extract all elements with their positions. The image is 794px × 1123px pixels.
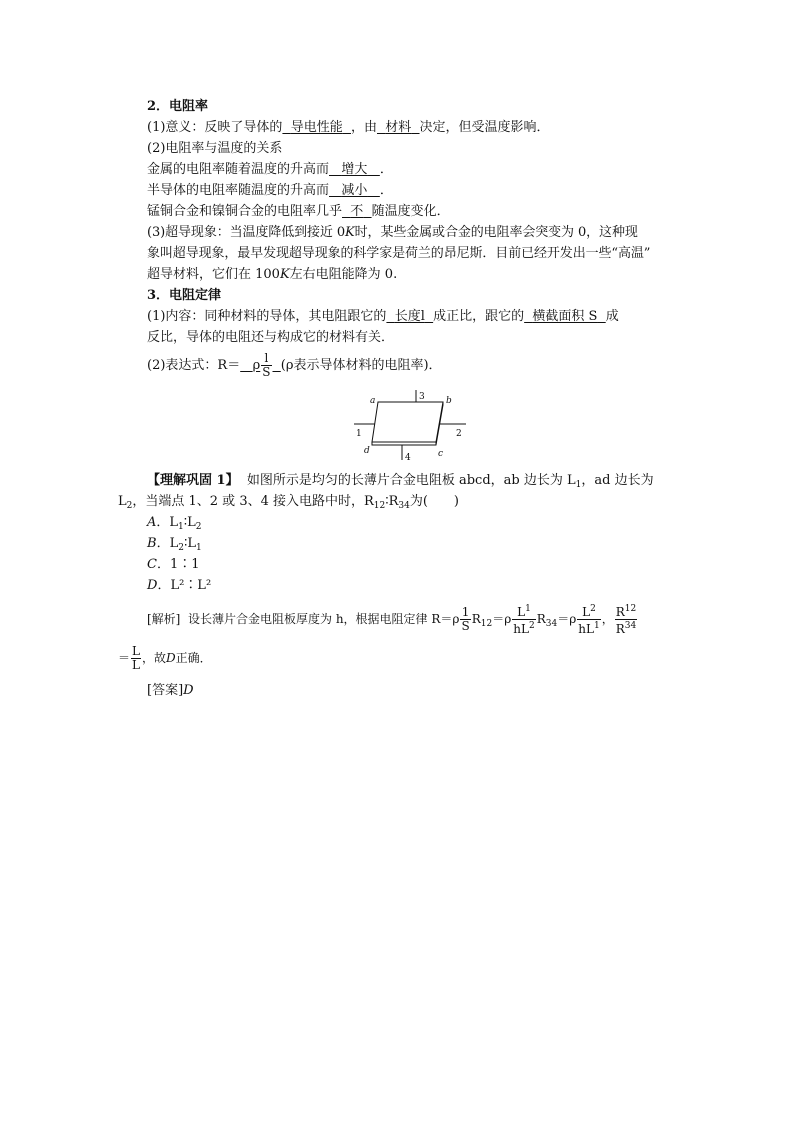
metal-resistivity-line: 金属的电阻率随着温度的升高而 增大 ． xyxy=(147,162,393,177)
section-3-heading: 3．电阻定律 xyxy=(147,288,222,303)
solution-line2: ＝ $\frac{L}{L}$ ，故D正确． xyxy=(118,644,212,672)
superconductivity-line-3: 超导材料，它们在 100K左右电阻能降为 0. xyxy=(147,267,398,282)
fraction-r12-over-r34: $\frac{R^{12}}{R^{34}}$ xyxy=(615,604,637,636)
resistance-law-content-line2: 反比，导体的电阻还与构成它的材料有关． xyxy=(147,330,395,345)
resistor-plate-figure xyxy=(350,390,470,460)
blank-answer: 不 xyxy=(350,204,364,219)
resistance-law-content: (1)内容：同种材料的导体，其电阻跟它的 长度l 成正比，跟它的 横截面积 S 成 xyxy=(147,309,619,324)
alloy-resistivity-line: 锰铜合金和镍铜合金的电阻率几乎 不 随温度变化． xyxy=(147,204,450,219)
fraction-l-over-s: $\frac{l}{S}$ xyxy=(262,351,271,379)
label-4: 4 xyxy=(405,453,411,460)
resistivity-meaning xyxy=(147,119,550,137)
option-b[interactable]: B．$L_2∶L_1$ xyxy=(147,536,202,553)
superconductivity-line-1: (3)超导现象：当温度降低到接近 0K时，某些金属或合金的电阻率会突变为 0，这种现 xyxy=(147,225,638,240)
label-b: b xyxy=(446,396,452,406)
problem-tag: 【理解巩固 1】 xyxy=(147,473,239,488)
label-a: a xyxy=(370,396,376,406)
temp-relation-heading: (2)电阻率与温度的关系 xyxy=(147,141,283,156)
option-c[interactable]: C．1∶1 xyxy=(147,557,200,572)
plate-thickness xyxy=(372,402,443,445)
label-2: 2 xyxy=(456,429,462,439)
problem-statement-line2: $L_2$，当端点 1、2 或 3、4 接入电路中时，$R_{12}∶R_{34}$为( ) xyxy=(118,494,460,511)
fraction-l2-over-hl1: $\frac{L^2}{hL^1}$ xyxy=(578,604,600,636)
text-fragment: ，由 xyxy=(350,120,377,135)
text-fragment: (1)意义：反映了导体的 xyxy=(147,120,283,135)
option-d[interactable]: D．L²∶L² xyxy=(147,578,212,593)
blank-answer: 横截面积 S xyxy=(532,309,598,324)
solution-tag: [解析] xyxy=(147,612,181,626)
label-3: 3 xyxy=(419,392,425,402)
blank-answer: 导电性能 xyxy=(290,120,343,135)
answer-tag: [答案] xyxy=(147,683,184,698)
semiconductor-resistivity-line: 半导体的电阻率随温度的升高而 减小 ． xyxy=(147,183,393,198)
problem-statement-line1: 【理解巩固 1】 如图所示是均匀的长薄片合金电阻板 abcd，ab 边长为 $L_1$，ad 边长为 xyxy=(147,473,654,490)
section-2-heading: 2．电阻率 xyxy=(147,99,209,114)
option-a[interactable]: A．$L_1∶L_2$ xyxy=(147,515,202,532)
answer-line xyxy=(147,682,194,700)
blank-answer: 长度l xyxy=(394,309,425,324)
blank-answer: 减小 xyxy=(341,183,368,198)
label-d: d xyxy=(364,446,370,456)
fraction-1-over-s: $\frac{1}{S}$ xyxy=(461,605,470,633)
fraction-l1-over-hl2: $\frac{L^1}{hL^2}$ xyxy=(513,604,535,636)
superconductivity-line-2: 象叫超导现象，最早发现超导现象的科学家是荷兰的昂尼斯．目前已经开发出一些“高温” xyxy=(147,246,651,261)
solution-line1: [解析] 设长薄片合金电阻板厚度为 h，根据电阻定律 R＝ρ $\frac{1}{S}$ $R_{12}=\rho$ $\frac{L^1}{hL^2}$ $R_{34}=\rho$ $\frac{L^2}{hL^1}$ ， $\frac{R^{12}}{R^{34}}$ xyxy=(147,604,637,636)
label-1: 1 xyxy=(356,429,362,439)
blank-answer: 材料 xyxy=(385,120,412,135)
blank-answer: ρ $\frac{l}{S}$ xyxy=(252,351,271,379)
label-c: c xyxy=(438,449,444,459)
fraction-l-over-l: $\frac{L}{L}$ xyxy=(132,644,140,672)
text-fragment: 决定，但受温度影响． xyxy=(419,120,550,135)
resistance-law-expression: (2)表达式：R＝ ρ $\frac{l}{S}$ (ρ表示导体材料的电阻率)． xyxy=(147,351,442,379)
blank-answer: 增大 xyxy=(341,162,368,177)
plate-front xyxy=(372,402,443,442)
answer-value: D xyxy=(183,683,194,698)
